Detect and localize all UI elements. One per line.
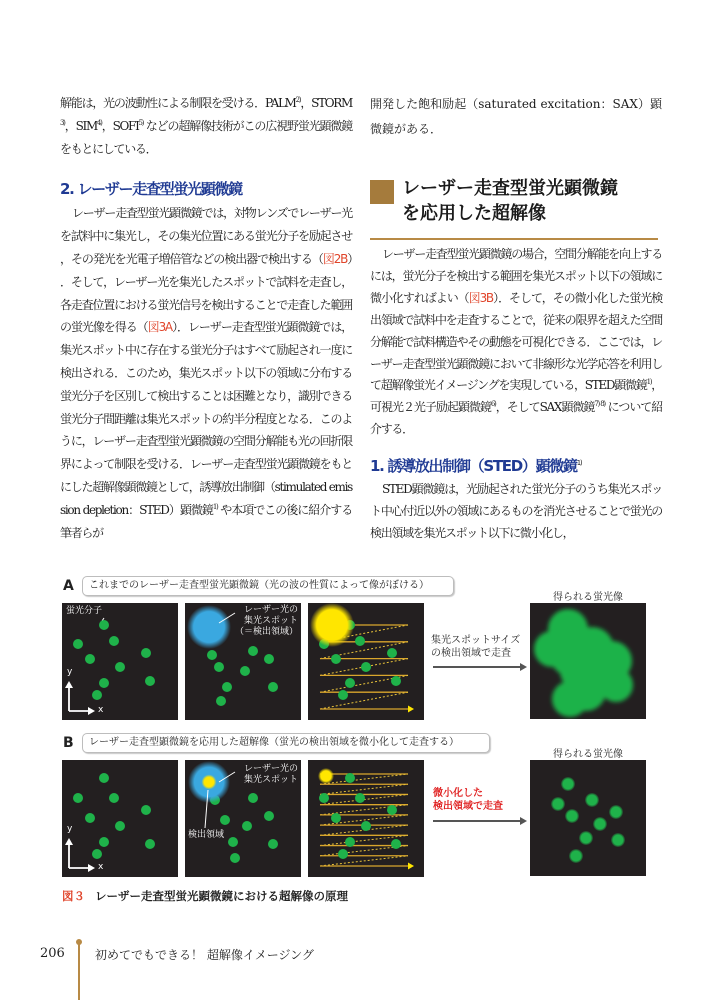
fluorescent-molecule <box>331 654 341 664</box>
text-run: などの超解像技術がこの広視野蛍光顕微鏡をもとにしている． <box>60 118 352 156</box>
heading-rule <box>370 238 658 240</box>
spot-label-line: 集光スポット <box>243 775 298 785</box>
fluorescent-molecule <box>240 666 250 676</box>
arrow-text-line: 検出領域で走査 <box>433 801 503 812</box>
left-column <box>60 92 352 544</box>
citation-sup: 1) <box>212 502 218 511</box>
text-run: レーザー走査型蛍光顕微鏡の場合，空間分解能を向上するには，蛍光分子を検出する範囲を集光スポット以下の領域に微小化すればよい（ <box>370 247 662 305</box>
fluorescent-molecule <box>109 793 119 803</box>
laser-spot-icon <box>187 605 231 649</box>
fluorescent-molecule <box>85 654 95 664</box>
axis-icon <box>65 681 95 715</box>
arrow-text-line: 微小化した <box>433 788 483 799</box>
row-b-arrow-text <box>433 787 503 813</box>
text-run: ，可視光２光子励起顕微鏡 <box>370 378 663 415</box>
page-number: 206 <box>40 946 65 961</box>
scan-arrowhead-icon <box>408 863 414 870</box>
arrow-text-line: の検出領域で走査 <box>431 648 511 659</box>
fluorescent-molecule <box>264 811 274 821</box>
heading-square-icon <box>370 180 394 204</box>
scan-arrowhead-icon <box>408 706 414 713</box>
fluorescent-molecule <box>593 817 607 831</box>
fluorescent-molecule <box>248 793 258 803</box>
panel-a1-molecules <box>62 603 178 720</box>
fluorescent-molecule <box>99 678 109 688</box>
fluorescent-molecule <box>141 805 151 815</box>
text-run: ，STORM <box>300 96 352 110</box>
row-b-output-title: 得られる蛍光像 <box>553 749 623 760</box>
fluorescent-molecule <box>99 620 109 630</box>
fluorescent-molecule <box>230 853 240 863</box>
text-run: ）．そして，レーザー光を集光したスポットで試料を走査し，各走査位置における蛍光信号を検出することで走査した範囲の蛍光像を得る（ <box>60 251 352 335</box>
figure-ref-link[interactable]: 図3B <box>468 290 493 305</box>
citation-sup: 4) <box>96 118 102 127</box>
fluorescent-molecule <box>220 815 230 825</box>
panel-a2-laser-spot <box>185 603 301 720</box>
fluorescent-molecule <box>345 678 355 688</box>
scan-return-line <box>320 692 408 709</box>
axis-y-label: y <box>67 667 73 677</box>
figure-caption-text: レーザー走査型蛍光顕微鏡における超解像の原理 <box>95 889 348 903</box>
fluorescent-molecule <box>73 793 83 803</box>
axis-x-label: x <box>98 862 104 872</box>
text-run: ，そしてSAX顕微鏡 <box>495 400 595 415</box>
fluorescent-molecule <box>216 696 226 706</box>
fluorescent-molecule <box>355 793 365 803</box>
body-paragraph <box>60 202 352 544</box>
fluorescent-molecule <box>338 849 348 859</box>
fluorescent-molecule <box>268 682 278 692</box>
panel-b-output-svg <box>530 760 646 876</box>
subsection-heading <box>370 454 662 478</box>
panel-b3-fine-scan <box>308 760 424 877</box>
citation-sup: 3) <box>60 118 65 127</box>
fluorescent-molecule <box>264 654 274 664</box>
detect-area-label: 検出領域 <box>188 830 225 840</box>
book-title: 初めてでもできる！ 超解像イメージング <box>95 948 314 962</box>
spot-label-line: レーザー光の <box>243 605 298 615</box>
text-run: 解能は，光の波動性による制限を受ける．PALM <box>60 96 296 110</box>
arrow-right-icon <box>433 666 521 668</box>
figure-ref-link[interactable]: 図3A <box>147 320 172 335</box>
fluorescent-molecule <box>99 837 109 847</box>
text-run: について紹介する． <box>370 400 662 437</box>
citation-sup: 1) <box>646 378 652 387</box>
fluorescent-molecule <box>248 646 258 656</box>
spot-label-line: 集光スポット <box>243 616 298 626</box>
panel-a-output-svg <box>530 603 646 719</box>
fluorescent-molecule <box>115 662 125 672</box>
fluorescent-molecule <box>207 650 217 660</box>
fluorescent-molecule <box>214 662 224 672</box>
figure-caption <box>62 888 348 904</box>
fluorescent-molecule <box>391 839 401 849</box>
axis-x-label: x <box>98 705 104 715</box>
panel-a3-scanning <box>308 603 424 720</box>
fluorescent-molecule <box>85 813 95 823</box>
text-run: ，SIM <box>64 118 97 133</box>
fluorescent-molecule <box>609 805 623 819</box>
fluorescent-molecule <box>355 636 365 646</box>
panel-b3-svg <box>308 760 424 877</box>
fluorescent-molecule <box>222 682 232 692</box>
fluorescent-molecule <box>565 809 579 823</box>
detection-spot-icon <box>202 775 217 790</box>
intro-paragraph <box>60 92 352 160</box>
fluorescent-molecule <box>145 676 155 686</box>
panel-a3-svg <box>308 603 424 720</box>
detection-spot-icon <box>310 603 354 647</box>
citation-sup: 1) <box>576 459 582 468</box>
panel-b-output-resolved <box>530 760 646 876</box>
fluorescent-molecule <box>92 690 102 700</box>
figure-ref-link[interactable]: 図2B <box>322 251 348 266</box>
fluorescent-molecule <box>585 793 599 807</box>
right-column-intro <box>370 92 662 141</box>
arrow-text-line: 集光スポットサイズ <box>431 635 521 646</box>
fluorescent-molecule <box>331 813 341 823</box>
citation-sup: 5) <box>138 118 144 127</box>
fluorescent-molecule <box>338 690 348 700</box>
text-run: や本項でこの後に紹介する筆者らが <box>60 502 352 540</box>
panel-b1-svg <box>62 760 178 877</box>
chapter-title-line: を応用した超解像 <box>402 203 546 224</box>
spot-label <box>244 764 298 786</box>
fluorescent-molecule <box>345 773 355 783</box>
row-b-title-box: レーザー走査型顕微鏡を応用した超解像（蛍光の検出領域を微小化して走査する） <box>82 733 490 753</box>
fluorescent-molecule <box>387 805 397 815</box>
fluorescent-molecule <box>611 833 625 847</box>
figure-number: 図３ <box>62 889 85 903</box>
text-run: ）．そして，その微小化した蛍光検出領域で試料中を走査することで，従来の限界を超えた空間分解能で試料構造やその動態を可視化できる．ここでは，レーザー走査型蛍光顕微鏡において非線形な光学応答を利用して超解像蛍光イメージングを実現している，STED顕微鏡 <box>370 290 662 393</box>
fluorescent-molecule <box>145 839 155 849</box>
fluorescent-molecule <box>109 636 119 646</box>
chapter-title-line: レーザー走査型蛍光顕微鏡 <box>402 178 618 199</box>
fluorescent-molecule <box>268 839 278 849</box>
panel-b1-molecules <box>62 760 178 877</box>
scan-return-line <box>320 784 408 794</box>
detection-spot-icon <box>318 768 334 784</box>
text-run: ）．レーザー走査型蛍光顕微鏡では，集光スポット中に存在する蛍光分子はすべて励起され一度に検出される．このため，集光スポット以下の領域に分布する蛍光分子を区別して検出することは困難となり，識別できる蛍光分子間距離は集光スポットの約半分程度となる．このように，レーザー走査型蛍光顕微鏡の空間分解能も光の回折限界によって制限を受ける．レーザー走査型蛍光顕微鏡をもとにした超解像顕微鏡として，誘導放出制御（stimulated emission depletion：STED）顕微鏡 <box>60 320 353 517</box>
spot-label-line: （＝検出領域） <box>234 627 298 637</box>
fluorescent-molecule <box>569 849 583 863</box>
fluorescent-molecule <box>387 648 397 658</box>
fluorescent-molecule <box>99 773 109 783</box>
fluorescent-molecule <box>242 821 252 831</box>
chapter-heading <box>370 176 660 240</box>
axis-y-label: y <box>67 824 73 834</box>
panel-a1-svg <box>62 603 178 720</box>
panel-a-output-blurred <box>530 603 646 719</box>
body-paragraph <box>370 244 662 441</box>
text-run: ，SOFI <box>101 118 139 133</box>
axis-icon <box>65 838 95 872</box>
text-run: レーザー走査型蛍光顕微鏡では，対物レンズでレーザー光を試料中に集光し，その集光位置にある蛍光分子を励起させ，その発光を光電子増倍管などの検出器で検出する（ <box>60 206 352 266</box>
section-heading: 2. レーザー走査型蛍光顕微鏡 <box>60 180 242 199</box>
spot-label <box>235 605 298 638</box>
arrow-right-icon <box>433 820 521 822</box>
row-a-title-box: これまでのレーザー走査型蛍光顕微鏡（光の波の性質によって像がぼける） <box>82 576 454 596</box>
right-column-body <box>370 244 662 545</box>
fluorescent-molecule <box>361 821 371 831</box>
row-b-label: B <box>63 735 74 751</box>
spot-label-line: レーザー光の <box>243 764 298 774</box>
subsection-paragraph: STED顕微鏡は，光励起された蛍光分子のうち集光スポット中心付近以外の領域にあるものを消光させることで蛍光の検出領域を集光スポット以下に微小化し， <box>370 482 662 540</box>
panel-b2-small-spot <box>185 760 301 877</box>
fluorescent-molecule <box>92 849 102 859</box>
fluorescent-molecule <box>73 639 83 649</box>
blurred-image <box>534 609 633 717</box>
intro-paragraph: 開発した飽和励起（saturated excitation：SAX）顕微鏡がある． <box>370 97 662 136</box>
molecule-label: 蛍光分子 <box>66 606 103 616</box>
fluorescent-molecule <box>345 837 355 847</box>
fluorescent-molecule <box>361 662 371 672</box>
fluorescent-molecule <box>319 793 329 803</box>
fluorescent-molecule <box>579 831 593 845</box>
scan-return-line <box>320 856 408 866</box>
row-a-output-title: 得られる蛍光像 <box>553 592 623 603</box>
citation-sup: 7) 8) <box>594 400 605 409</box>
row-a-label: A <box>63 578 74 594</box>
fluorescent-molecule <box>115 821 125 831</box>
fluorescent-molecule <box>391 676 401 686</box>
subsection-heading-text: 1. 誘導放出制御（STED）顕微鏡 <box>370 457 577 476</box>
fluorescent-molecule <box>228 837 238 847</box>
fluorescent-molecule <box>561 777 575 791</box>
chapter-title <box>402 176 662 226</box>
footer-rule <box>78 942 80 1000</box>
fluorescent-molecule <box>551 797 565 811</box>
citation-sup: 6) <box>490 400 496 409</box>
citation-sup: 2) <box>295 96 301 104</box>
fluorescent-molecule <box>141 648 151 658</box>
row-a-arrow-text <box>431 634 520 660</box>
